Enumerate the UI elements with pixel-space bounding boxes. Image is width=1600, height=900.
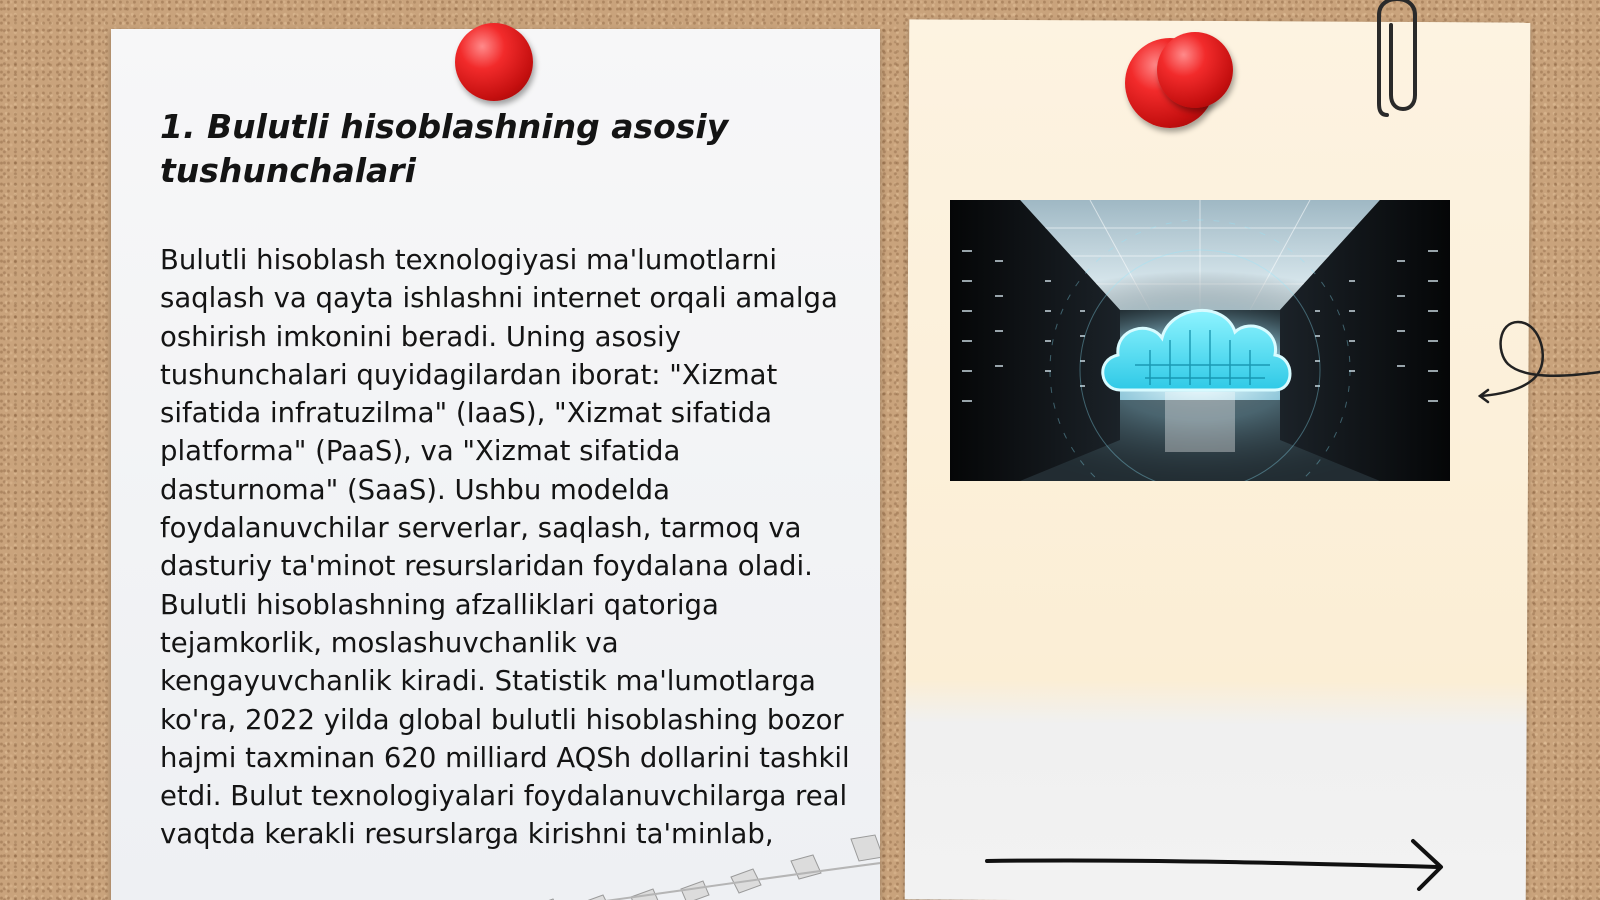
slide-title: 1. Bulutli hisoblashning asosiy tushunchalari — [160, 107, 729, 190]
cloud-datacenter-photo — [950, 200, 1450, 481]
pushpin-icon — [1157, 32, 1233, 108]
pushpin-icon — [455, 23, 533, 101]
loop-doodle-icon — [1478, 312, 1600, 408]
slide-body-text: Bulutli hisoblash texnologiyasi ma'lumotlarni saqlash va qayta ishlashni internet orqali amalga oshirish imkonini beradi. Uning asosiy tushunchalari quyidagilardan iborat: "Xizmat sifatida infratuzilma" (IaaS), "Xizmat sifatida platforma" (PaaS), va "Xizmat sifatida dasturnoma" (SaaS). Ushbu modelda foydalanuvchilar serverlar, saqlash, tarmoq va dasturiy ta'minot resurslaridan foydalana oladi. Bulutli hisoblashning afzalliklari qatoriga tejamkorlik, moslashuvchanlik va kengayuvchanlik kiradi. Statistik ma'lumotlarga ko'ra, 2022 yilda global bulutli hisoblashing bozor hajmi taxminan 620 milliard AQSh dollarini tashkil etdi. Bulut texnologiyalari foydalanuvchilarga real vaqtda kerakli resurslarga kirishni ta'minlab, — [160, 244, 850, 851]
cloud-datacenter-illustration — [950, 200, 1450, 481]
paperclip-icon — [1375, 0, 1419, 125]
text-note-card — [111, 29, 880, 900]
arrow-right-icon — [985, 835, 1447, 891]
